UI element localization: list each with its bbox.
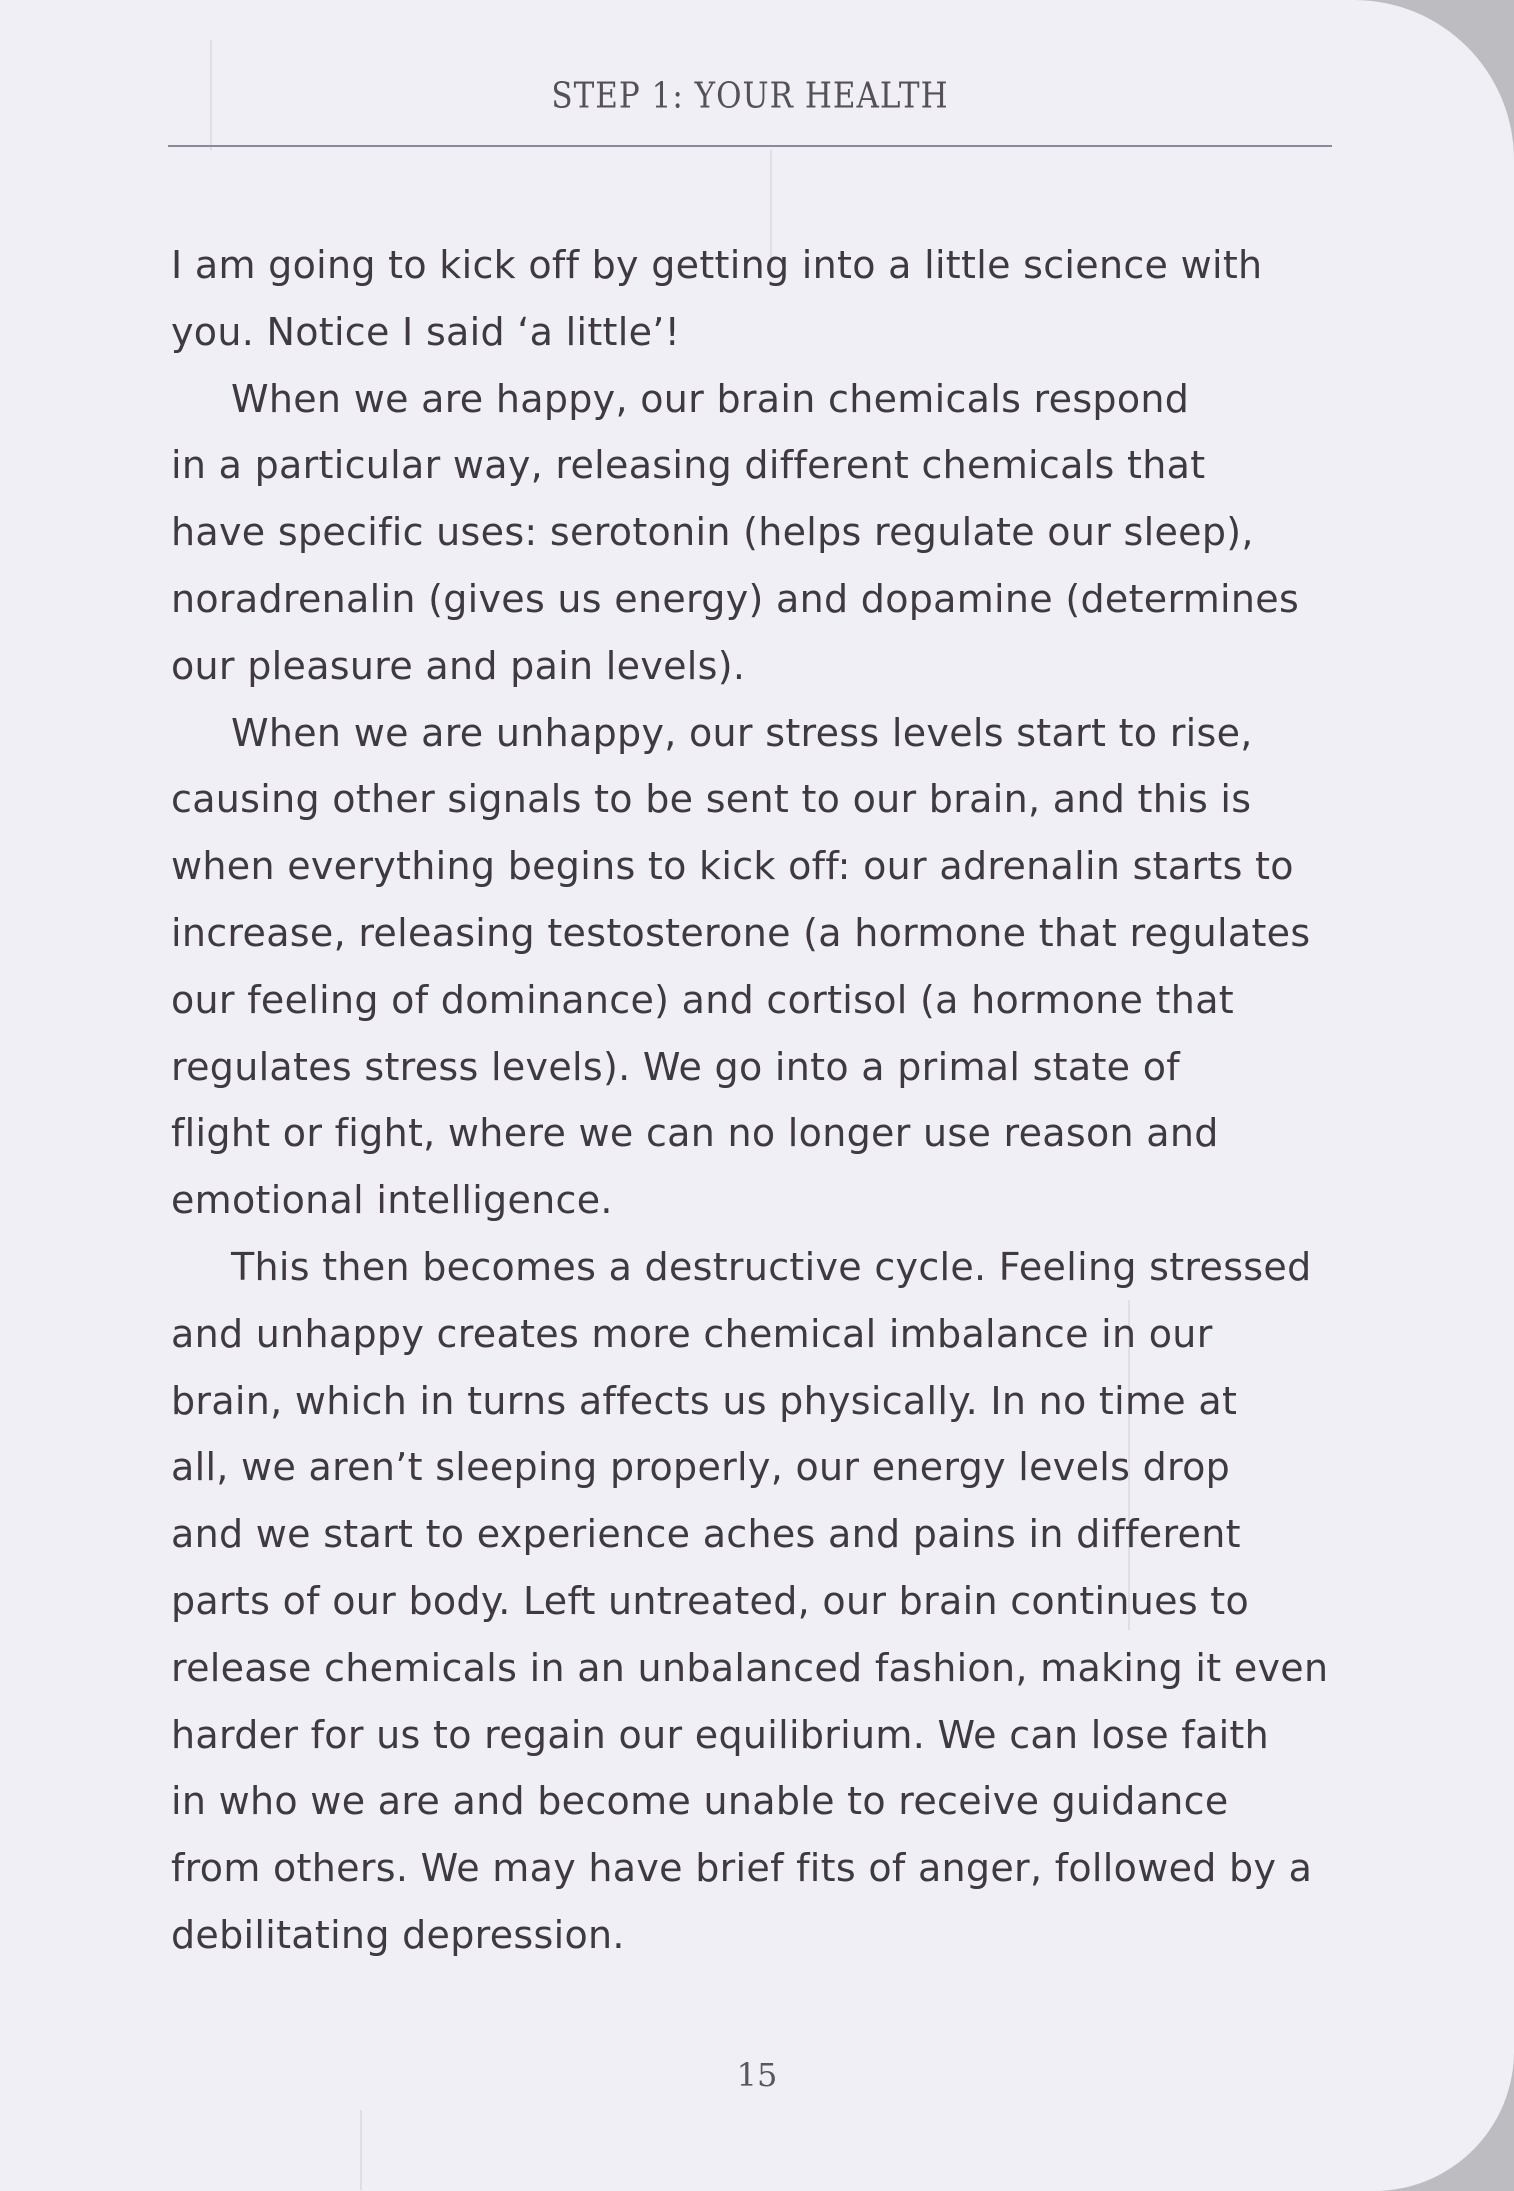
paragraph	[171, 700, 1346, 1234]
body-text	[171, 232, 1346, 1969]
text-line: debilitating depression.	[171, 1912, 625, 1957]
running-head: STEP 1: YOUR HEALTH	[551, 75, 949, 117]
text-line: When we are unhappy, our stress levels start to rise,	[231, 710, 1253, 755]
text-line: and unhappy creates more chemical imbalance in our	[171, 1311, 1213, 1356]
text-line: when everything begins to kick off: our adrenalin starts to	[171, 844, 1294, 889]
scan-artifact	[360, 2110, 362, 2190]
text-line: I am going to kick off by getting into a little science with	[171, 243, 1263, 287]
text-line: our feeling of dominance) and cortisol (a hormone that	[171, 977, 1234, 1022]
text-line: regulates stress levels). We go into a primal state of	[171, 1044, 1180, 1089]
text-line: and we start to experience aches and pains in different	[171, 1512, 1241, 1557]
text-line: flight or fight, where we can no longer use reason and	[171, 1111, 1219, 1156]
text-line: our pleasure and pain levels).	[171, 643, 746, 688]
text-line: causing other signals to be sent to our brain, and this is	[171, 777, 1252, 822]
text-line: release chemicals in an unbalanced fashion, making it even	[171, 1645, 1329, 1690]
text-line: in a particular way, releasing different chemicals that	[171, 443, 1206, 488]
paragraph	[171, 1234, 1346, 1969]
paragraph	[171, 366, 1346, 700]
text-line: When we are happy, our brain chemicals respond	[231, 376, 1190, 421]
text-line: all, we aren’t sleeping properly, our energy levels drop	[171, 1445, 1231, 1490]
page-number: 15	[736, 2056, 778, 2094]
text-line: you. Notice I said ‘a little’!	[171, 309, 681, 354]
text-line: have specific uses: serotonin (helps regulate our sleep),	[171, 510, 1254, 555]
text-line: emotional intelligence.	[171, 1178, 613, 1223]
text-line: brain, which in turns affects us physically. In no time at	[171, 1378, 1238, 1423]
text-line: from others. We may have brief fits of anger, followed by a	[171, 1846, 1313, 1891]
text-line: noradrenalin (gives us energy) and dopamine (determines	[171, 576, 1300, 621]
paragraph	[171, 232, 1346, 366]
text-line: parts of our body. Left untreated, our brain continues to	[171, 1578, 1250, 1623]
header-rule	[168, 145, 1332, 147]
text-line: This then becomes a destructive cycle. Feeling stressed	[231, 1244, 1312, 1289]
text-line: increase, releasing testosterone (a hormone that regulates	[171, 910, 1311, 955]
text-line: harder for us to regain our equilibrium. We can lose faith	[171, 1712, 1270, 1757]
text-line: in who we are and become unable to receive guidance	[171, 1779, 1229, 1824]
